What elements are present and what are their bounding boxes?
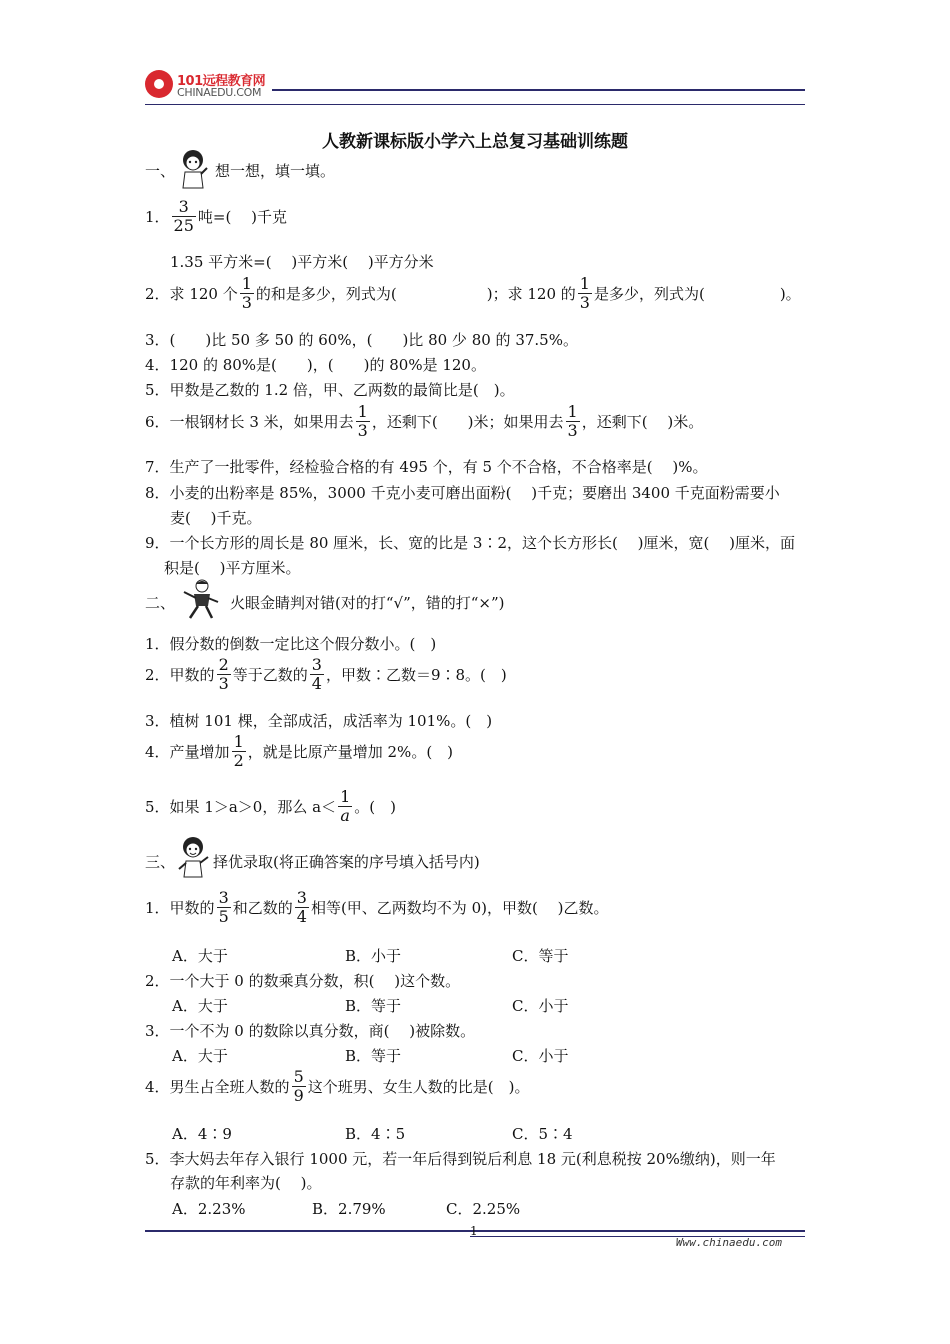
logo-title: 101远程教育网 xyxy=(177,74,266,89)
s3-question-1 xyxy=(145,889,608,926)
fraction: $\frac{1}{3}$ xyxy=(579,274,590,312)
question-text: 求 120 个 xyxy=(169,285,238,303)
option-a: A．大于 xyxy=(172,997,228,1015)
option-b: B．4∶5 xyxy=(345,1125,406,1143)
page-title: 人教新课标版小学六上总复习基础训练题 xyxy=(322,132,628,152)
logo-mark-icon xyxy=(145,70,173,98)
footer-site-url: Www.chinaedu.com xyxy=(676,1236,782,1249)
site-logo xyxy=(145,66,270,106)
fraction: $\frac{1}{3}$ xyxy=(241,274,252,312)
s2-question-4 xyxy=(145,733,453,770)
question-number: 1． xyxy=(145,208,170,226)
question-text: 吨=( )千克 xyxy=(197,208,287,226)
s2-question-5 xyxy=(145,788,396,825)
header-rule xyxy=(272,89,805,91)
question-text: 一根钢材长 3 米，如果用去 xyxy=(169,413,354,431)
fraction: $\frac{1}{3}$ xyxy=(567,402,578,440)
s3-question-5: 5．李大妈去年存入银行 1000 元，若一年后得到锐后利息 18 元(利息税按 20%缴纳)，则一年 xyxy=(145,1150,776,1168)
s1-question-1 xyxy=(145,198,287,235)
header-rule-thin xyxy=(145,104,805,105)
s3-question-4 xyxy=(145,1068,529,1105)
option-b: B．2.79% xyxy=(312,1200,386,1218)
cheering-boy-icon xyxy=(175,835,211,879)
question-text: 男生占全班人数的 xyxy=(169,1078,290,1096)
option-b: B．等于 xyxy=(345,1047,402,1065)
section-2-label: 二、 xyxy=(145,594,176,612)
fraction: $\frac{1}{3}$ xyxy=(357,402,368,440)
option-b: B．等于 xyxy=(345,997,402,1015)
question-text: 相等(甲、乙两数均不为 0)，甲数( )乙数。 xyxy=(310,899,609,917)
question-text: 产量增加 xyxy=(169,743,230,761)
question-text: ，甲数∶乙数＝9∶8。( ) xyxy=(325,666,507,684)
question-text: 和乙数的 xyxy=(232,899,293,917)
question-number: 4． xyxy=(145,743,170,761)
s2-question-1: 1．假分数的倒数一定比这个假分数小。( ) xyxy=(145,635,437,653)
fraction: $\frac{3}{25}$ xyxy=(173,197,194,235)
question-text: 甲数的 xyxy=(169,899,215,917)
s1-question-3: 3．( )比 50 多 50 的 60%，( )比 80 少 80 的 37.5%。 xyxy=(145,331,578,349)
page-number: 1 xyxy=(470,1224,478,1238)
option-c: C．小于 xyxy=(512,1047,569,1065)
question-text: 是多少，列式为( )。 xyxy=(593,285,801,303)
question-text: 等于乙数的 xyxy=(232,666,308,684)
option-c: C．2.25% xyxy=(446,1200,521,1218)
fraction: $\frac{2}{3}$ xyxy=(218,655,229,693)
fraction: $\frac{3}{4}$ xyxy=(296,888,307,926)
fraction: $\frac{3}{5}$ xyxy=(218,888,229,926)
option-a: A．2.23% xyxy=(172,1200,246,1218)
option-c: C．等于 xyxy=(512,947,569,965)
question-text: 。( ) xyxy=(354,798,396,816)
option-c: C．5∶4 xyxy=(512,1125,573,1143)
section-2-heading: 火眼金睛判对错(对的打“√”，错的打“×”) xyxy=(230,594,505,612)
fraction: $\frac{1}{2}$ xyxy=(233,732,244,770)
thinking-boy-icon xyxy=(175,148,211,190)
question-text: 的和是多少，列式为( )；求 120 的 xyxy=(255,285,576,303)
s1-question-7: 7．生产了一批零件，经检验合格的有 495 个，有 5 个不合格，不合格率是( )%。 xyxy=(145,458,708,476)
s1-question-9-cont: 积是( )平方厘米。 xyxy=(164,559,301,577)
question-text: ，还剩下( )米。 xyxy=(581,413,704,431)
s3-question-5-cont: 存款的年利率为( )。 xyxy=(170,1174,322,1192)
question-text: 这个班男、女生人数的比是( )。 xyxy=(307,1078,530,1096)
question-text: 如果 1＞a＞0，那么 a＜ xyxy=(169,798,337,816)
question-number: 1． xyxy=(145,899,170,917)
fraction: $\frac{5}{9}$ xyxy=(293,1067,304,1105)
kungfu-boy-icon xyxy=(180,578,222,620)
option-a: A．大于 xyxy=(172,947,228,965)
question-number: 2． xyxy=(145,285,170,303)
s1-question-8-cont: 麦( )千克。 xyxy=(170,509,262,527)
question-text: 甲数的 xyxy=(169,666,215,684)
question-number: 5． xyxy=(145,798,170,816)
s1-question-9: 9．一个长方形的周长是 80 厘米，长、宽的比是 3∶2，这个长方形长( )厘米，宽( )厘米，面 xyxy=(145,534,795,552)
section-3-heading: 择优录取(将正确答案的序号填入括号内) xyxy=(213,853,480,871)
s3-question-3: 3．一个不为 0 的数除以真分数，商( )被除数。 xyxy=(145,1022,476,1040)
s2-question-2 xyxy=(145,656,507,693)
question-number: 4． xyxy=(145,1078,170,1096)
s1-question-6 xyxy=(145,403,703,440)
question-text: ，就是比原产量增加 2%。( ) xyxy=(247,743,454,761)
question-number: 6． xyxy=(145,413,170,431)
option-a: A．大于 xyxy=(172,1047,228,1065)
option-b: B．小于 xyxy=(345,947,402,965)
s1-question-5: 5．甲数是乙数的 1.2 倍，甲、乙两数的最简比是( )。 xyxy=(145,381,515,399)
section-1-label: 一、 xyxy=(145,162,176,180)
section-1-heading: 想一想，填一填。 xyxy=(215,162,336,180)
fraction: $\frac{3}{4}$ xyxy=(311,655,322,693)
s1-question-1b: 1.35 平方米=( )平方米( )平方分米 xyxy=(170,253,434,271)
question-text: ，还剩下( )米；如果用去 xyxy=(371,413,564,431)
s2-question-3: 3．植树 101 棵，全部成活，成活率为 101%。( ) xyxy=(145,712,493,730)
s3-question-2: 2．一个大于 0 的数乘真分数，积( )这个数。 xyxy=(145,972,461,990)
option-c: C．小于 xyxy=(512,997,569,1015)
s1-question-4: 4．120 的 80%是( )，( )的 80%是 120。 xyxy=(145,356,486,374)
logo-domain: CHINAEDU.COM xyxy=(177,86,262,99)
section-3-label: 三、 xyxy=(145,853,176,871)
s1-question-2 xyxy=(145,275,801,312)
fraction: $\frac{1}{a}$ xyxy=(340,787,351,825)
option-a: A．4∶9 xyxy=(172,1125,232,1143)
s1-question-8: 8．小麦的出粉率是 85%，3000 千克小麦可磨出面粉( )千克；要磨出 3400 千克面粉需要小 xyxy=(145,484,780,502)
question-number: 2． xyxy=(145,666,170,684)
